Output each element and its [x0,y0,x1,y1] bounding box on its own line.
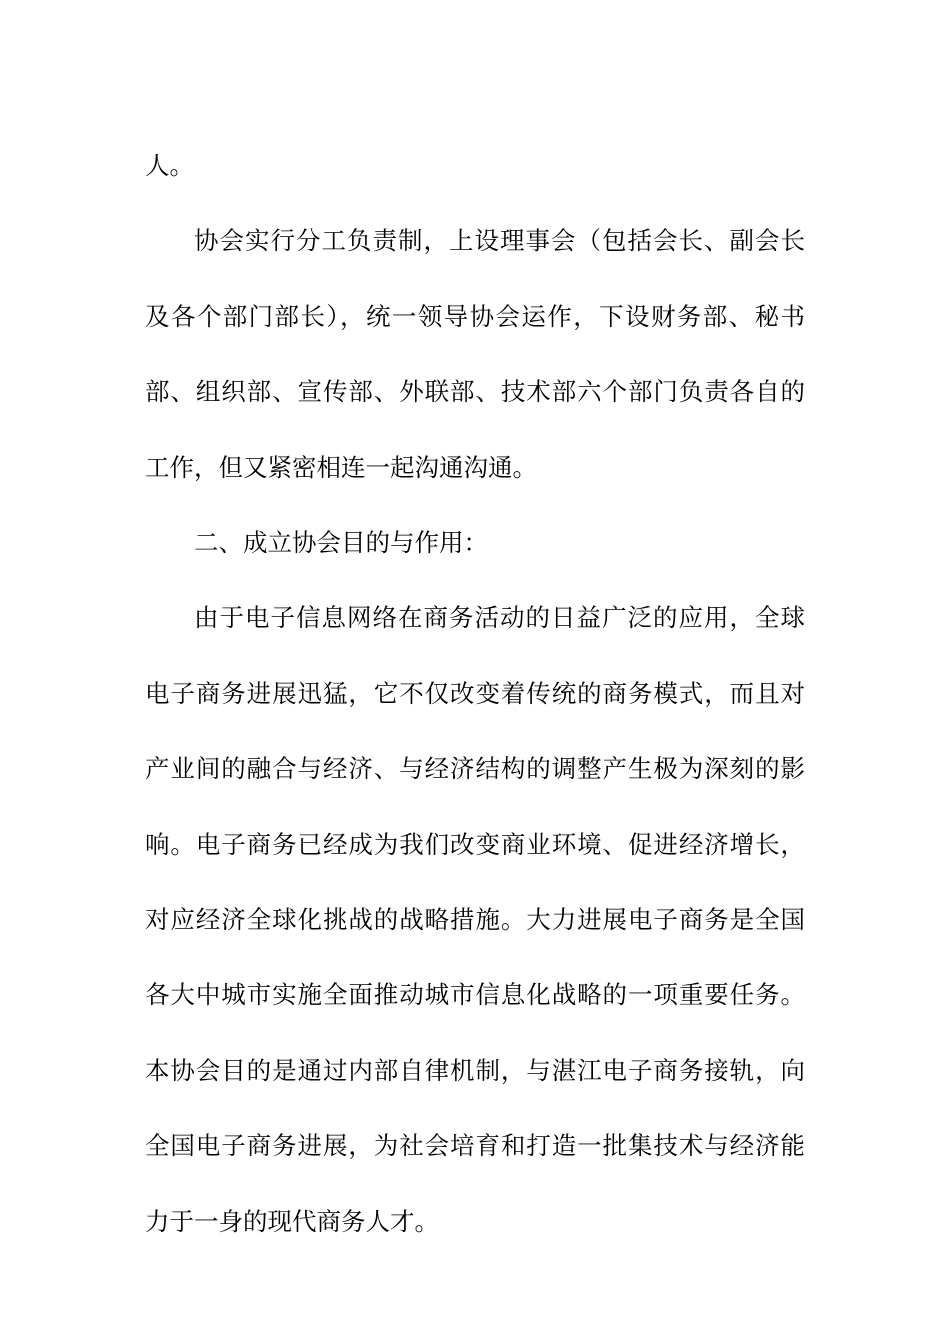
paragraph-organization: 协会实行分工负责制，上设理事会（包括会长、副会长及各个部门部长），统一领导协会运作，下设财务部、秘书部、组织部、宣传部、外联部、技术部六个部门负责各自的工作，但又紧密相连一起沟通沟通。 [145,226,805,482]
document-body [145,128,805,1259]
paragraph-purpose: 由于电子信息网络在商务活动的日益广泛的应用，全球电子商务进展迅猛，它不仅改变着传统的商务模式，而且对产业间的融合与经济、与经济结构的调整产生极为深刻的影响。电子商务已经成为我们改变商业环境、促进经济增长，对应经济全球化挑战的战略措施。大力进展电子商务是全国各大中城市实施全面推动城市信息化战略的一项重要任务。本协会目的是通过内部自律机制，与湛江电子商务接轨，向全国电子商务进展，为社会培育和打造一批集技术与经济能力于一身的现代商务人才。 [145,603,805,1236]
section-heading: 二、成立协会目的与作用： [194,528,488,558]
paragraph-continuation: 人。 [145,151,194,180]
